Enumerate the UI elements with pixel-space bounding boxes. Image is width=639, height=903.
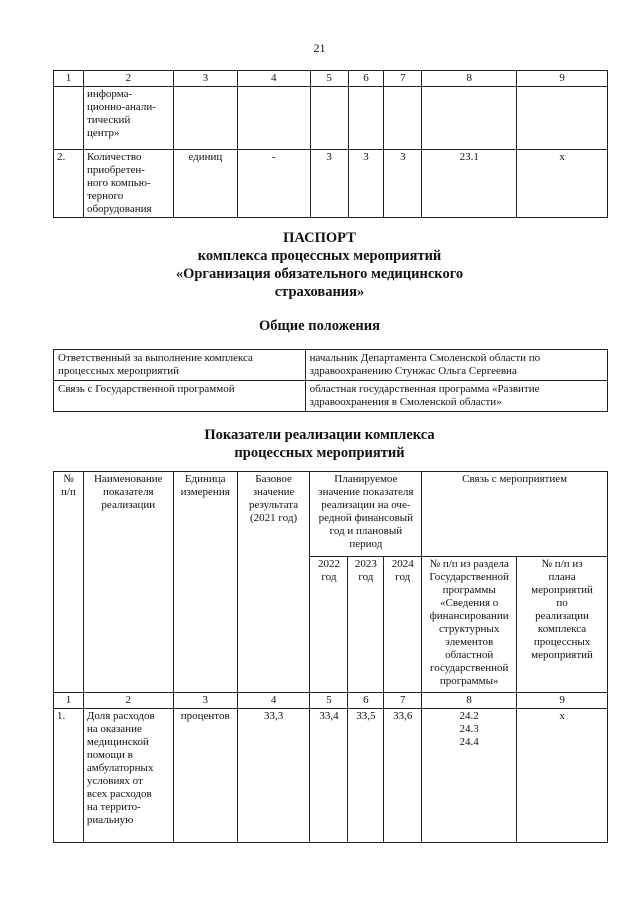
cell-no: 1.	[54, 709, 84, 843]
header-link-program: № п/п из раздела Государственной программы «Сведения о финансировании структурных элементов областной государственной программы»	[422, 557, 517, 693]
indicators-heading-line1: Показатели реализации комплекса	[204, 427, 435, 443]
cell-y2	[348, 87, 384, 150]
value-responsible: начальник Департамента Смоленской области по здравоохранению Стунжас Ольга Сергеевна	[305, 350, 607, 381]
header-no: № п/п	[54, 472, 84, 693]
cell-link-a	[422, 87, 517, 150]
label-responsible: Ответственный за выполнение комплекса процессных мероприятий	[54, 350, 306, 381]
col-number-6: 6	[348, 71, 384, 87]
passport-name-line2: страхования»	[274, 284, 365, 300]
header-link-plan: № п/п из плана мероприятий по реализации комплекса процессных мероприятий	[517, 557, 608, 693]
cell-y2: 3	[348, 150, 384, 218]
cell-link-a: 23.1	[422, 150, 517, 218]
header-planned: Планируемое значение показателя реализации на оче- редной финансовый год и плановый период	[310, 472, 422, 557]
passport-name-line1: «Организация обязательного медицинского	[175, 266, 464, 282]
cell-y1	[310, 87, 348, 150]
header-name: Наименование показателя реализации	[83, 472, 173, 693]
header-row	[54, 472, 608, 557]
label-program-link: Связь с Государственной программой	[54, 381, 306, 412]
col-number-9: 9	[517, 693, 608, 709]
col-number-2: 2	[83, 693, 173, 709]
value-program-link: областная государственная программа «Развитие здравоохранения в Смоленской области»	[305, 381, 607, 412]
cell-link-b: х	[517, 150, 608, 218]
cell-base: -	[237, 150, 310, 218]
col-number-1: 1	[54, 693, 84, 709]
cell-no	[54, 87, 84, 150]
cell-link-plan: х	[517, 709, 608, 843]
col-number-9: 9	[517, 71, 608, 87]
table-row	[54, 350, 608, 381]
cell-name: Доля расходов на оказание медицинской помощи в амбулаторных условиях от всех расходов на террито- риальную	[83, 709, 173, 843]
col-number-6: 6	[348, 693, 384, 709]
cell-base	[237, 87, 310, 150]
cell-unit: единиц	[173, 150, 237, 218]
header-base: Базовое значение результата (2021 год)	[237, 472, 310, 693]
cell-y1: 3	[310, 150, 348, 218]
cell-y2023: 33,5	[348, 709, 384, 843]
indicators-heading-line2: процессных мероприятий	[234, 445, 405, 461]
col-number-2: 2	[83, 71, 173, 87]
header-year-2024: 2024 год	[384, 557, 422, 693]
page-number: 21	[313, 41, 326, 55]
general-heading: Общие положения	[259, 318, 380, 334]
header-link: Связь с мероприятием	[422, 472, 608, 557]
table-row	[54, 87, 608, 150]
header-unit: Единица измерения	[173, 472, 237, 693]
cell-y2022: 33,4	[310, 709, 348, 843]
table-row	[54, 381, 608, 412]
continuation-table	[53, 70, 608, 218]
general-provisions-table	[53, 349, 608, 412]
col-number-4: 4	[237, 693, 310, 709]
col-number-5: 5	[310, 693, 348, 709]
col-number-3: 3	[173, 71, 237, 87]
cell-name: Количество приобретен- ного компью- терного оборудования	[83, 150, 173, 218]
col-number-1: 1	[54, 71, 84, 87]
cell-name: информа- ционно-анали- тический центр»	[83, 87, 173, 150]
cell-unit	[173, 87, 237, 150]
header-year-2022: 2022 год	[310, 557, 348, 693]
header-year-2023: 2023 год	[348, 557, 384, 693]
passport-title: ПАСПОРТ	[283, 230, 356, 246]
col-number-8: 8	[422, 71, 517, 87]
col-number-5: 5	[310, 71, 348, 87]
cell-y2024: 33,6	[384, 709, 422, 843]
cell-link-b	[517, 87, 608, 150]
col-number-4: 4	[237, 71, 310, 87]
indicators-table	[53, 471, 608, 843]
column-numbers-row	[54, 693, 608, 709]
table-row	[54, 150, 608, 218]
col-number-7: 7	[384, 71, 422, 87]
col-number-3: 3	[173, 693, 237, 709]
cell-unit: процентов	[173, 709, 237, 843]
col-number-7: 7	[384, 693, 422, 709]
cell-base: 33,3	[237, 709, 310, 843]
passport-subtitle: комплекса процессных мероприятий	[197, 248, 442, 264]
cell-link-program: 24.2 24.3 24.4	[422, 709, 517, 843]
col-number-8: 8	[422, 693, 517, 709]
header-row	[54, 71, 608, 87]
table-row	[54, 709, 608, 843]
cell-no: 2.	[54, 150, 84, 218]
cell-y3: 3	[384, 150, 422, 218]
cell-y3	[384, 87, 422, 150]
